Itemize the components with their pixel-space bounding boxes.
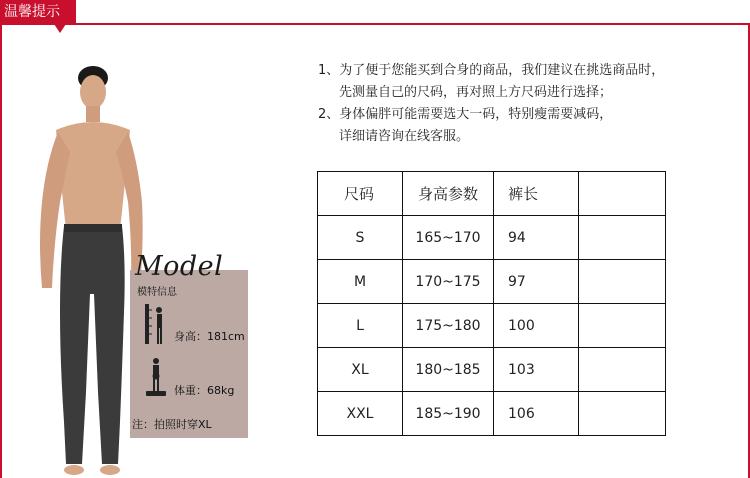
height-measure-icon bbox=[141, 302, 169, 346]
height-cell: 180~185 bbox=[403, 348, 494, 392]
length-cell: 103 bbox=[494, 348, 579, 392]
table-header-row bbox=[318, 172, 666, 216]
header-length: 裤长 bbox=[494, 172, 579, 216]
length-cell: 106 bbox=[494, 392, 579, 436]
height-cell: 175~180 bbox=[403, 304, 494, 348]
size-advice-notes bbox=[318, 60, 664, 148]
left-border bbox=[0, 25, 2, 478]
length-cell: 94 bbox=[494, 216, 579, 260]
weight-scale-icon bbox=[143, 356, 169, 398]
note-line-4: 详细请咨询在线客服。 bbox=[339, 129, 470, 144]
size-cell: M bbox=[318, 260, 403, 304]
header-empty bbox=[579, 172, 666, 216]
table-row bbox=[318, 304, 666, 348]
height-cell: 165~170 bbox=[403, 216, 494, 260]
empty-cell bbox=[579, 348, 666, 392]
size-chart-table bbox=[317, 171, 666, 436]
empty-cell bbox=[579, 304, 666, 348]
size-cell: S bbox=[318, 216, 403, 260]
tab-pointer bbox=[54, 24, 66, 33]
empty-cell bbox=[579, 260, 666, 304]
model-subtitle: 模特信息 bbox=[137, 287, 177, 298]
length-cell: 97 bbox=[494, 260, 579, 304]
header-height: 身高参数 bbox=[403, 172, 494, 216]
model-size-note: 注：拍照时穿XL bbox=[132, 418, 212, 431]
table-row bbox=[318, 216, 666, 260]
header-divider-line bbox=[0, 23, 750, 25]
table-row bbox=[318, 348, 666, 392]
note-line-1: 1、为了便于您能买到合身的商品，我们建议在挑选商品时， bbox=[318, 63, 665, 78]
size-cell: XL bbox=[318, 348, 403, 392]
length-cell: 100 bbox=[494, 304, 579, 348]
height-cell: 185~190 bbox=[403, 392, 494, 436]
note-line-2: 先测量自己的尺码，再对照上方尺码进行选择； bbox=[339, 85, 613, 100]
table-row bbox=[318, 260, 666, 304]
model-photo bbox=[30, 62, 145, 478]
size-cell: L bbox=[318, 304, 403, 348]
tip-tab: 温馨提示 bbox=[0, 0, 76, 24]
height-label: 身高：181cm bbox=[174, 330, 245, 343]
table-row bbox=[318, 392, 666, 436]
height-cell: 170~175 bbox=[403, 260, 494, 304]
empty-cell bbox=[579, 392, 666, 436]
header-size: 尺码 bbox=[318, 172, 403, 216]
note-line-3: 2、身体偏胖可能需要选大一码，特别瘦需要减码， bbox=[318, 107, 613, 122]
empty-cell bbox=[579, 216, 666, 260]
weight-label: 体重：68kg bbox=[174, 384, 235, 397]
size-cell: XXL bbox=[318, 392, 403, 436]
model-title: Model bbox=[135, 251, 224, 282]
